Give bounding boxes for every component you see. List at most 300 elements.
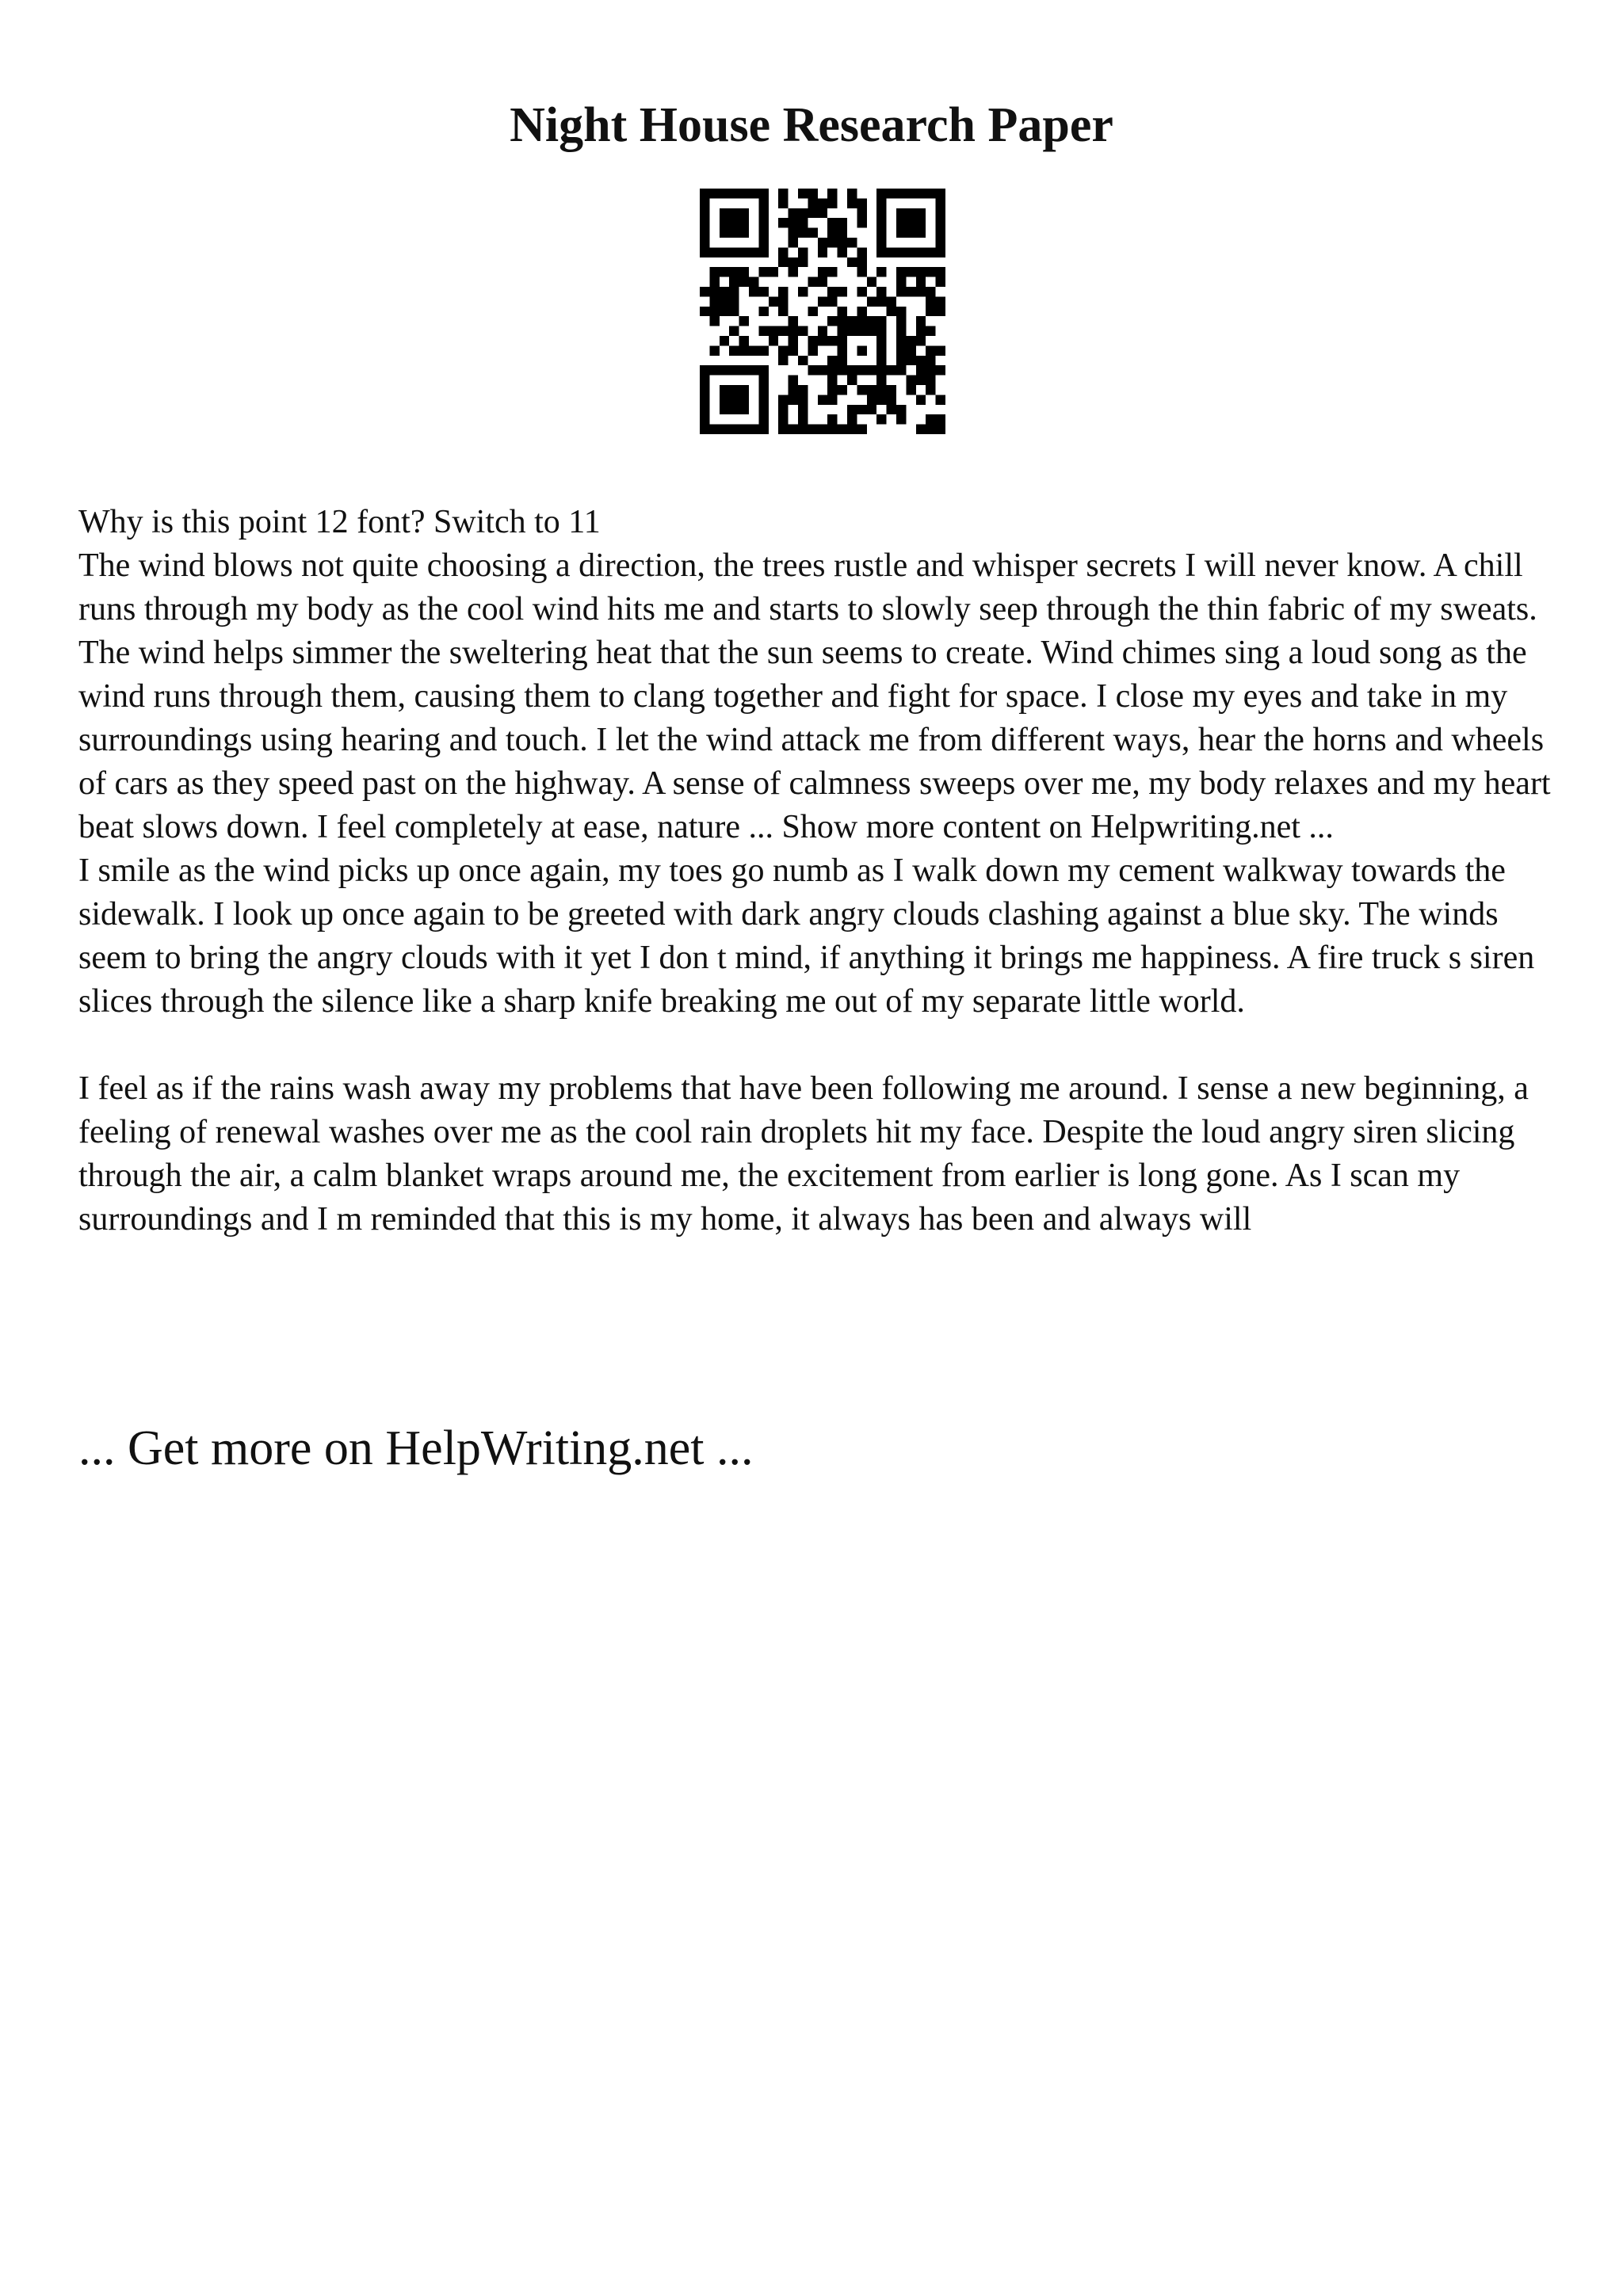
qr-module xyxy=(729,326,739,336)
qr-module xyxy=(936,267,945,277)
qr-module xyxy=(838,228,847,238)
qr-module xyxy=(847,238,857,247)
qr-module xyxy=(867,365,876,375)
qr-module xyxy=(838,287,847,296)
qr-module xyxy=(916,208,926,218)
qr-module xyxy=(916,218,926,227)
qr-module xyxy=(808,336,817,345)
qr-module xyxy=(798,247,808,257)
qr-module xyxy=(808,307,817,316)
article-body xyxy=(78,501,1552,1241)
qr-module xyxy=(827,356,837,365)
qr-module xyxy=(739,218,749,227)
qr-module xyxy=(700,287,709,296)
qr-module xyxy=(720,336,729,345)
qr-module xyxy=(916,228,926,238)
qr-module xyxy=(827,425,837,434)
qr-module xyxy=(739,345,749,355)
qr-module xyxy=(867,326,876,336)
qr-module xyxy=(720,365,729,375)
qr-module xyxy=(857,345,866,355)
qr-module xyxy=(926,307,935,316)
qr-module xyxy=(798,405,808,414)
qr-module xyxy=(857,307,866,316)
qr-module xyxy=(709,247,719,257)
qr-module xyxy=(758,395,768,404)
qr-module xyxy=(720,189,729,198)
qr-module xyxy=(789,376,798,385)
qr-module xyxy=(709,296,719,306)
qr-module xyxy=(838,365,847,375)
qr-module xyxy=(700,376,709,385)
qr-module xyxy=(709,307,719,316)
qr-module xyxy=(887,296,896,306)
qr-module xyxy=(798,228,808,238)
qr-module xyxy=(818,267,827,277)
qr-module xyxy=(827,296,837,306)
qr-module xyxy=(729,189,739,198)
qr-module xyxy=(729,385,739,395)
qr-module xyxy=(700,385,709,395)
qr-module xyxy=(709,425,719,434)
qr-module xyxy=(896,316,906,326)
qr-module xyxy=(847,189,857,198)
qr-module xyxy=(769,326,778,336)
qr-module xyxy=(739,336,749,345)
qr-module xyxy=(896,405,906,414)
qr-module xyxy=(838,247,847,257)
qr-module xyxy=(778,257,788,267)
qr-module xyxy=(847,376,857,385)
qr-module xyxy=(936,296,945,306)
qr-module xyxy=(936,414,945,424)
qr-module xyxy=(778,425,788,434)
qr-module xyxy=(729,405,739,414)
qr-module xyxy=(789,257,798,267)
qr-module xyxy=(778,218,788,227)
qr-module xyxy=(906,336,915,345)
qr-module xyxy=(906,345,915,355)
qr-module xyxy=(936,238,945,247)
qr-module xyxy=(916,376,926,385)
qr-module xyxy=(827,228,837,238)
qr-module xyxy=(789,267,798,277)
qr-module xyxy=(789,395,798,404)
qr-module xyxy=(789,208,798,218)
qr-module xyxy=(916,277,926,287)
qr-module xyxy=(789,238,798,247)
qr-module xyxy=(926,425,935,434)
qr-module xyxy=(700,189,709,198)
qr-module xyxy=(758,365,768,375)
qr-module xyxy=(798,385,808,395)
qr-module xyxy=(876,316,886,326)
qr-module xyxy=(916,267,926,277)
qr-module xyxy=(700,247,709,257)
qr-module xyxy=(838,307,847,316)
qr-module xyxy=(729,395,739,404)
qr-module xyxy=(758,326,768,336)
qr-module xyxy=(876,198,886,208)
qr-module xyxy=(916,356,926,365)
qr-module xyxy=(857,326,866,336)
qr-module xyxy=(926,414,935,424)
qr-module xyxy=(739,247,749,257)
qr-module xyxy=(857,287,866,296)
qr-module xyxy=(857,316,866,326)
qr-module xyxy=(700,228,709,238)
qr-module xyxy=(808,277,817,287)
qr-module xyxy=(906,385,915,395)
qr-module xyxy=(758,198,768,208)
qr-module xyxy=(758,307,768,316)
qr-module xyxy=(729,208,739,218)
qr-module xyxy=(876,356,886,365)
qr-module xyxy=(700,208,709,218)
qr-module xyxy=(847,365,857,375)
qr-module xyxy=(700,198,709,208)
qr-module xyxy=(926,365,935,375)
qr-module xyxy=(729,218,739,227)
qr-module xyxy=(789,425,798,434)
qr-module xyxy=(709,277,719,287)
qr-module xyxy=(838,316,847,326)
qr-module xyxy=(916,326,926,336)
qr-module xyxy=(818,326,827,336)
qr-module xyxy=(739,189,749,198)
qr-module xyxy=(798,326,808,336)
qr-module xyxy=(847,198,857,208)
qr-module xyxy=(798,356,808,365)
qr-module xyxy=(896,277,906,287)
qr-module xyxy=(789,336,798,345)
qr-module xyxy=(827,316,837,326)
qr-module xyxy=(827,365,837,375)
qr-module xyxy=(896,326,906,336)
qr-module xyxy=(729,365,739,375)
qr-module xyxy=(876,189,886,198)
qr-module xyxy=(758,247,768,257)
qr-module xyxy=(818,365,827,375)
qr-module xyxy=(739,208,749,218)
qr-module xyxy=(709,267,719,277)
qr-module xyxy=(887,385,896,395)
qr-module xyxy=(720,307,729,316)
qr-module xyxy=(896,247,906,257)
qr-module xyxy=(749,425,758,434)
qr-module xyxy=(818,198,827,208)
qr-module xyxy=(876,395,886,404)
qr-module xyxy=(739,405,749,414)
qr-module xyxy=(739,365,749,375)
qr-module xyxy=(936,247,945,257)
qr-module xyxy=(857,198,866,208)
qr-module xyxy=(827,287,837,296)
qr-module xyxy=(808,189,817,198)
qr-module xyxy=(729,228,739,238)
qr-module xyxy=(916,189,926,198)
qr-module xyxy=(739,316,749,326)
qr-module xyxy=(729,277,739,287)
qr-module xyxy=(808,198,817,208)
qr-module xyxy=(896,336,906,345)
qr-module xyxy=(876,238,886,247)
qr-module xyxy=(847,326,857,336)
qr-module xyxy=(798,208,808,218)
qr-module xyxy=(789,218,798,227)
qr-module xyxy=(926,356,935,365)
qr-module xyxy=(720,395,729,404)
qr-module xyxy=(789,345,798,355)
qr-module xyxy=(758,208,768,218)
qr-module xyxy=(857,405,866,414)
qr-module xyxy=(827,414,837,424)
qr-module xyxy=(936,218,945,227)
qr-module xyxy=(709,345,719,355)
qr-code-icon[interactable] xyxy=(700,189,945,434)
qr-module xyxy=(827,336,837,345)
qr-module xyxy=(876,247,886,257)
qr-module xyxy=(876,385,886,395)
qr-module xyxy=(798,287,808,296)
page-title: Night House Research Paper xyxy=(510,98,1113,152)
qr-module xyxy=(739,385,749,395)
qr-module xyxy=(887,307,896,316)
qr-module xyxy=(916,247,926,257)
qr-module xyxy=(936,345,945,355)
qr-module xyxy=(936,198,945,208)
qr-module xyxy=(838,336,847,345)
qr-module xyxy=(818,277,827,287)
intro-note: Why is this point 12 font? Switch to 11 xyxy=(78,504,601,540)
qr-module xyxy=(906,228,915,238)
qr-module xyxy=(876,345,886,355)
qr-module xyxy=(926,385,935,395)
qr-module xyxy=(778,189,788,198)
qr-module xyxy=(778,247,788,257)
qr-module xyxy=(887,365,896,375)
qr-module xyxy=(896,287,906,296)
qr-module xyxy=(916,336,926,345)
qr-module xyxy=(896,365,906,375)
paragraph: I feel as if the rains wash away my problems that have been following me around. I sense a new beginning, a feeling of renewal washes over me as the cool rain droplets hit my face. Despite the loud angry siren slicing through the air, a calm blanket wraps around me, the excitement from earlier is long gone. As I scan my surroundings and I m reminded that this is my home, it always has been and always will xyxy=(78,1070,1529,1238)
qr-module xyxy=(749,365,758,375)
qr-module xyxy=(876,365,886,375)
qr-module xyxy=(789,316,798,326)
qr-module xyxy=(827,198,837,208)
qr-module xyxy=(720,296,729,306)
qr-module xyxy=(749,287,758,296)
qr-module xyxy=(798,257,808,267)
qr-module xyxy=(720,405,729,414)
qr-module xyxy=(720,267,729,277)
qr-module xyxy=(729,345,739,355)
qr-module xyxy=(729,287,739,296)
qr-module xyxy=(758,414,768,424)
qr-module xyxy=(758,287,768,296)
qr-module xyxy=(857,208,866,218)
qr-module xyxy=(827,238,837,247)
qr-module xyxy=(847,414,857,424)
qr-module xyxy=(758,376,768,385)
qr-module xyxy=(916,365,926,375)
qr-module xyxy=(896,189,906,198)
qr-module xyxy=(700,425,709,434)
qr-module xyxy=(857,257,866,267)
qr-module xyxy=(827,218,837,227)
qr-module xyxy=(749,345,758,355)
qr-module xyxy=(808,365,817,375)
qr-module xyxy=(936,395,945,404)
qr-module xyxy=(827,385,837,395)
qr-module xyxy=(739,267,749,277)
qr-module xyxy=(916,316,926,326)
qr-module xyxy=(936,208,945,218)
qr-module xyxy=(906,218,915,227)
qr-module xyxy=(916,287,926,296)
qr-module xyxy=(838,345,847,355)
qr-module xyxy=(758,189,768,198)
qr-module xyxy=(838,385,847,395)
qr-module xyxy=(876,414,886,424)
qr-module xyxy=(778,198,788,208)
qr-module xyxy=(709,287,719,296)
qr-module xyxy=(700,395,709,404)
qr-module xyxy=(906,247,915,257)
qr-module xyxy=(769,267,778,277)
qr-module xyxy=(778,307,788,316)
qr-module xyxy=(700,365,709,375)
qr-module xyxy=(700,405,709,414)
qr-module xyxy=(700,414,709,424)
qr-module xyxy=(709,189,719,198)
qr-module xyxy=(936,425,945,434)
qr-module xyxy=(887,405,896,414)
qr-module xyxy=(798,395,808,404)
qr-module xyxy=(778,395,788,404)
qr-module xyxy=(857,385,866,395)
qr-module xyxy=(818,395,827,404)
qr-module xyxy=(857,218,866,227)
qr-module xyxy=(778,405,788,414)
qr-module xyxy=(936,189,945,198)
qr-module xyxy=(838,425,847,434)
qr-module xyxy=(758,425,768,434)
qr-module xyxy=(778,287,788,296)
qr-module xyxy=(720,208,729,218)
qr-module xyxy=(808,228,817,238)
qr-module xyxy=(827,267,837,277)
qr-module xyxy=(876,208,886,218)
qr-module xyxy=(798,425,808,434)
qr-module xyxy=(896,345,906,355)
qr-module xyxy=(758,228,768,238)
qr-module xyxy=(936,307,945,316)
qr-module xyxy=(798,189,808,198)
qr-module xyxy=(926,376,935,385)
qr-module xyxy=(867,316,876,326)
qr-module xyxy=(789,326,798,336)
get-more-link[interactable]: ... Get more on HelpWriting.net ... xyxy=(78,1421,754,1475)
qr-module xyxy=(906,267,915,277)
qr-module xyxy=(739,228,749,238)
qr-module xyxy=(867,395,876,404)
qr-module xyxy=(758,405,768,414)
qr-module xyxy=(758,385,768,395)
qr-module xyxy=(827,189,837,198)
qr-module xyxy=(700,218,709,227)
qr-module xyxy=(926,326,935,336)
qr-module xyxy=(867,296,876,306)
qr-module xyxy=(769,296,778,306)
qr-module xyxy=(778,296,788,306)
qr-module xyxy=(700,307,709,316)
qr-module xyxy=(867,385,876,395)
qr-module xyxy=(906,287,915,296)
qr-module xyxy=(729,267,739,277)
qr-module xyxy=(857,247,866,257)
qr-module xyxy=(867,405,876,414)
qr-module xyxy=(778,326,788,336)
qr-module xyxy=(778,356,788,365)
qr-module xyxy=(720,228,729,238)
qr-module xyxy=(818,336,827,345)
qr-module xyxy=(896,307,906,316)
qr-module xyxy=(847,405,857,414)
qr-module xyxy=(720,385,729,395)
qr-module xyxy=(906,376,915,385)
qr-module xyxy=(749,189,758,198)
qr-module xyxy=(818,425,827,434)
qr-module xyxy=(936,228,945,238)
qr-module xyxy=(789,228,798,238)
qr-module xyxy=(926,345,935,355)
qr-module xyxy=(778,414,788,424)
qr-module xyxy=(729,247,739,257)
qr-module xyxy=(876,296,886,306)
qr-module xyxy=(926,296,935,306)
qr-module xyxy=(896,208,906,218)
qr-module xyxy=(700,238,709,247)
qr-module xyxy=(827,376,837,385)
qr-module xyxy=(818,296,827,306)
qr-module xyxy=(876,287,886,296)
qr-module xyxy=(847,425,857,434)
qr-module xyxy=(876,228,886,238)
qr-module xyxy=(798,218,808,227)
qr-module xyxy=(758,267,768,277)
qr-module xyxy=(867,277,876,287)
qr-module xyxy=(926,267,935,277)
qr-module xyxy=(906,356,915,365)
qr-module xyxy=(808,208,817,218)
qr-module xyxy=(778,345,788,355)
qr-module xyxy=(739,277,749,287)
qr-module xyxy=(720,287,729,296)
qr-module xyxy=(720,425,729,434)
qr-module xyxy=(838,326,847,336)
qr-module xyxy=(847,257,857,267)
qr-module xyxy=(926,189,935,198)
qr-module xyxy=(896,356,906,365)
qr-module xyxy=(758,345,768,355)
qr-module xyxy=(739,395,749,404)
qr-module xyxy=(896,228,906,238)
qr-module xyxy=(818,208,827,218)
qr-module xyxy=(838,356,847,365)
qr-module xyxy=(729,425,739,434)
qr-module xyxy=(789,385,798,395)
